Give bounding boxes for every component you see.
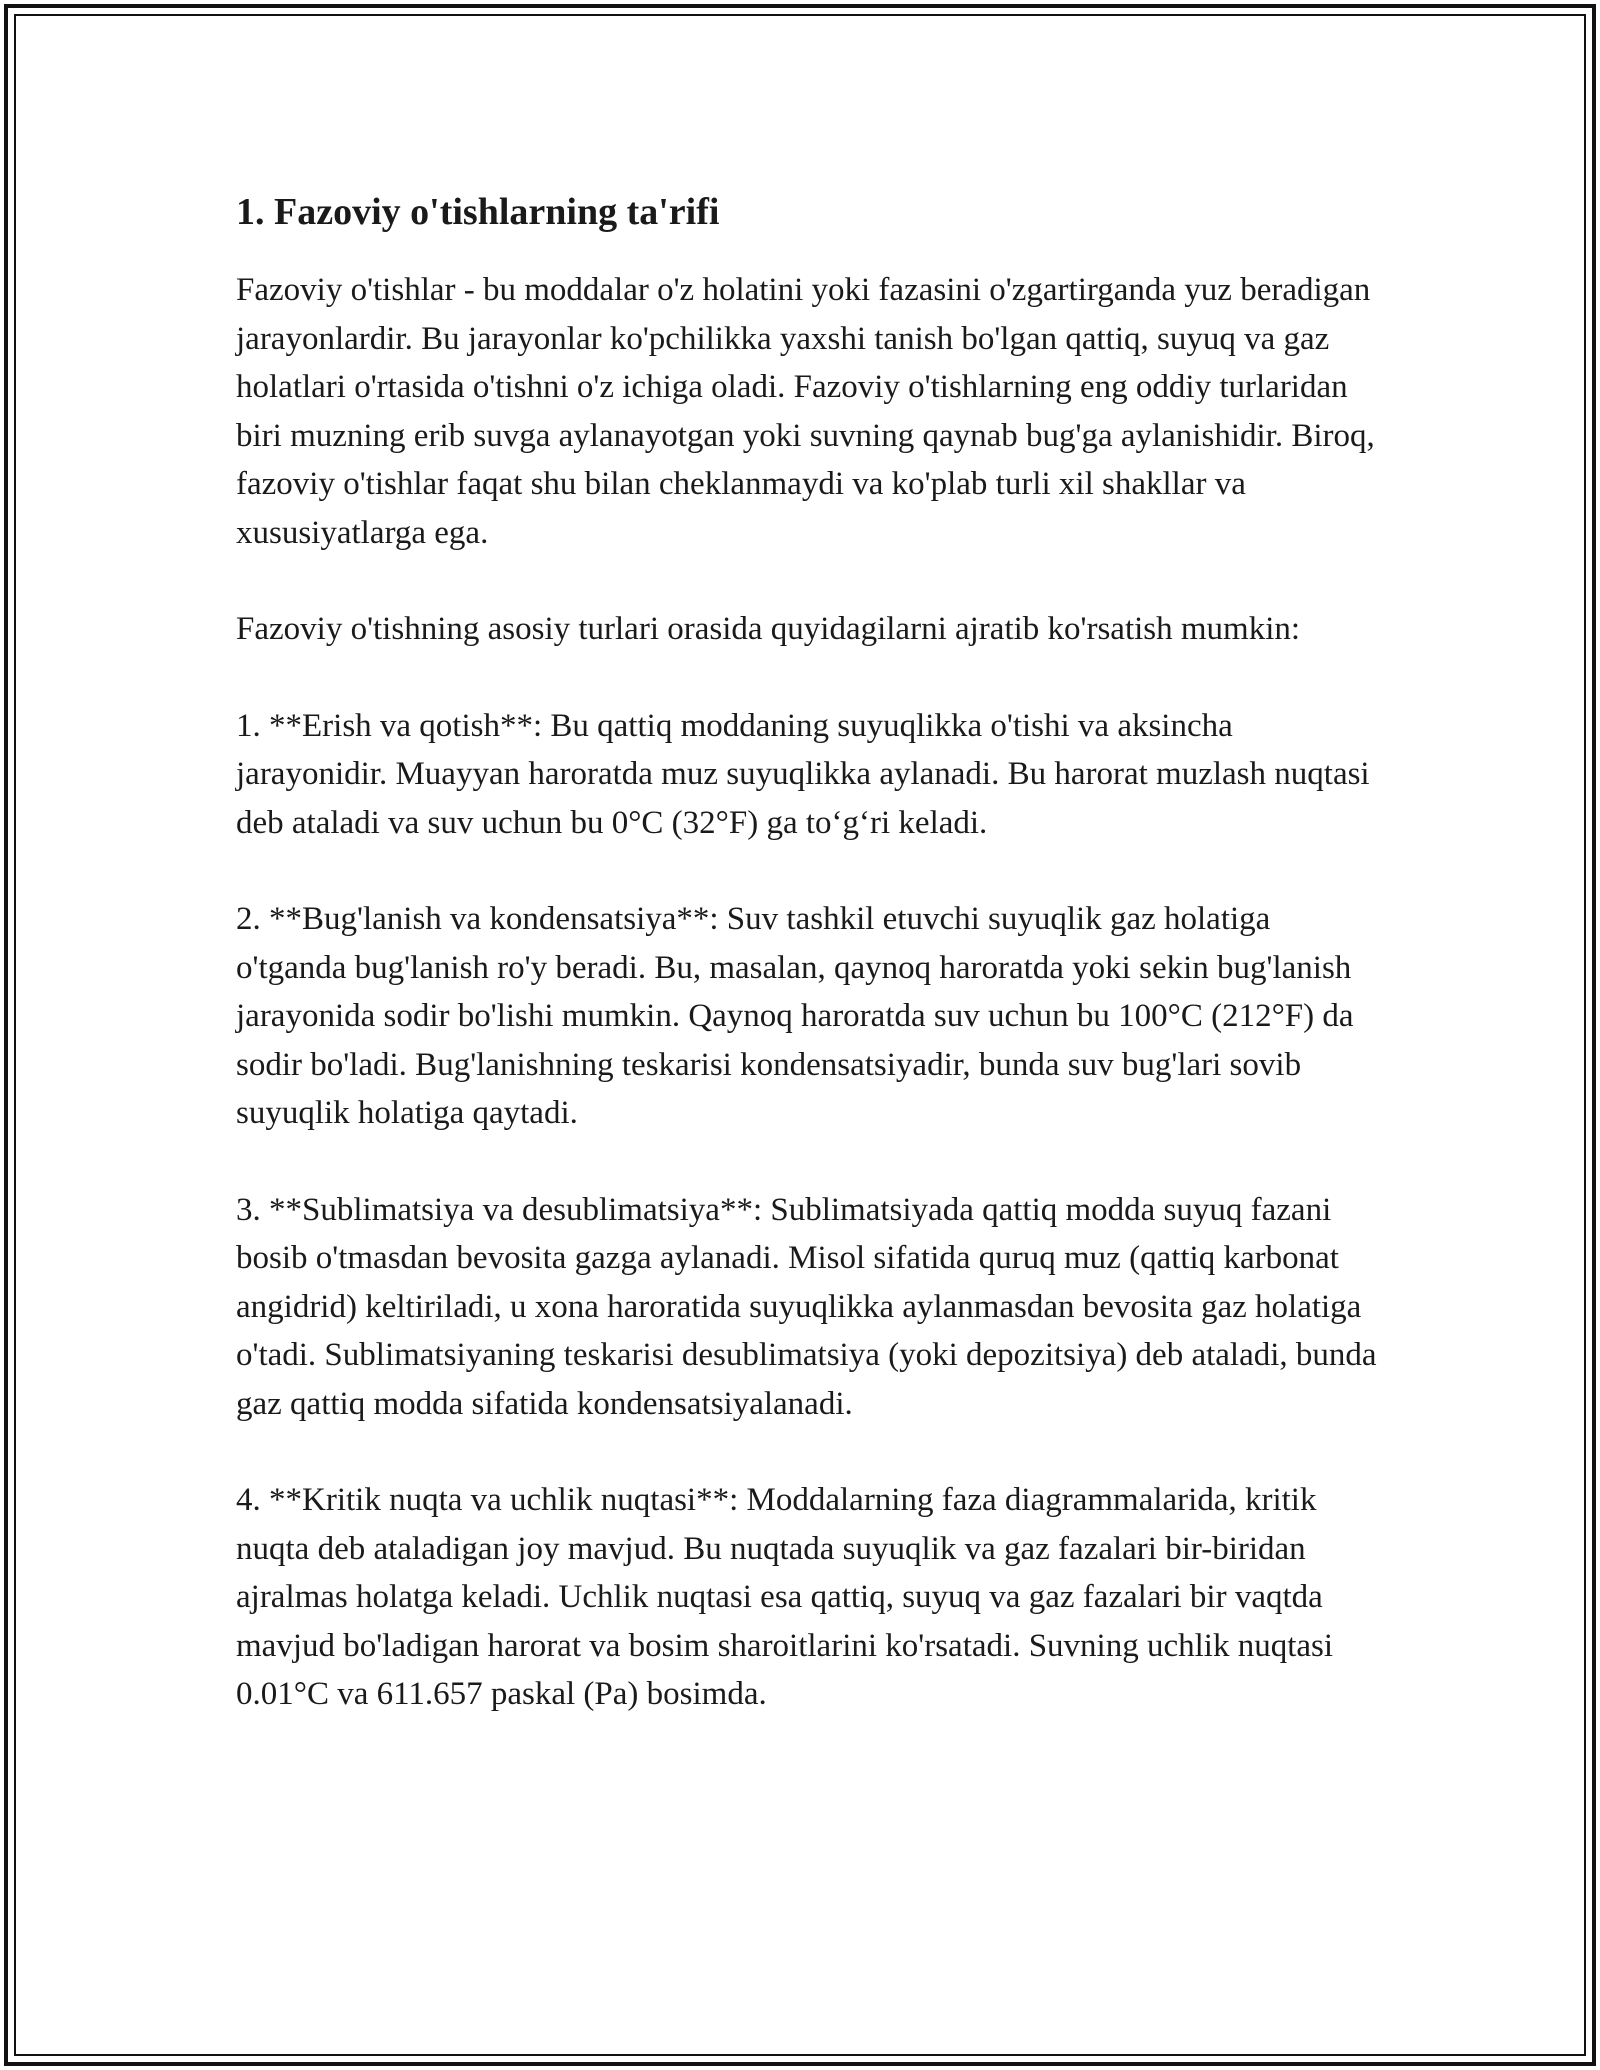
document-body — [236, 186, 1386, 1767]
types-intro-paragraph: Fazoviy o'tishning asosiy turlari orasida quyidagilarni ajratib ko'rsatish mumkin: — [236, 611, 1301, 647]
evaporation-condensation-paragraph: 2. **Bug'lanish va kondensatsiya**: Suv tashkil etuvchi suyuqlik gaz holatiga o'tganda bug'lanish ro'y beradi. Bu, masalan, qaynoq haroratda yoki sekin bug'lanish jarayonida sodir bo'lishi mumkin. Qaynoq haroratda suv uchun bu 100°C (212°F) da sodir bo'ladi. Bug'lanishning teskarisi kondensatsiyadir, bunda suv bug'lari sovib suyuqlik holatiga qaytadi. — [236, 901, 1354, 1131]
critical-triple-point-paragraph: 4. **Kritik nuqta va uchlik nuqtasi**: Moddalarning faza diagrammalarida, kritik nuqta deb ataladigan joy mavjud. Bu nuqtada suyuqlik va gaz fazalari bir-biridan ajralmas holatga keladi. Uchlik nuqtasi esa qattiq, suyuq va gaz fazalari bir vaqtda mavjud bo'ladigan harorat va bosim sharoitlarini ko'rsatadi. Suvning uchlik nuqtasi 0.01°C va 611.657 paskal (Pa) bosimda. — [236, 1482, 1334, 1712]
melting-freezing-paragraph: 1. **Erish va qotish**: Bu qattiq moddaning suyuqlikka o'tishi va aksincha jarayonidir. Muayyan haroratda muz suyuqlikka aylanadi. Bu harorat muzlash nuqtasi deb ataladi va suv uchun bu 0°C (32°F) ga to‘g‘ri keladi. — [236, 707, 1370, 841]
intro-paragraph: Fazoviy o'tishlar - bu moddalar o'z holatini yoki fazasini o'zgartirganda yuz beradigan jarayonlardir. Bu jarayonlar ko'pchilikka yaxshi tanish bo'lgan qattiq, suyuq va gaz holatlari o'rtasida o'tishni o'z ichiga oladi. Fazoviy o'tishlarning eng oddiy turlaridan biri muzning erib suvga aylanayotgan yoki suvning qaynab bug'ga aylanishidir. Biroq, fazoviy o'tishlar faqat shu bilan cheklanmaydi va ko'plab turli xil shakllar va xususiyatlarga ega. — [236, 272, 1375, 551]
section-heading: 1. Fazoviy o'tishlarning ta'rifi — [236, 191, 720, 233]
sublimation-deposition-paragraph: 3. **Sublimatsiya va desublimatsiya**: Sublimatsiyada qattiq modda suyuq fazani bosib o'tmasdan bevosita gazga aylanadi. Misol sifatida quruq muz (qattiq karbonat angidrid) keltiriladi, u xona haroratida suyuqlikka aylanmasdan bevosita gaz holatiga o'tadi. Sublimatsiyaning teskarisi desublimatsiya (yoki depozitsiya) deb ataladi, bunda gaz qattiq modda sifatida kondensatsiyalanadi. — [236, 1191, 1377, 1422]
